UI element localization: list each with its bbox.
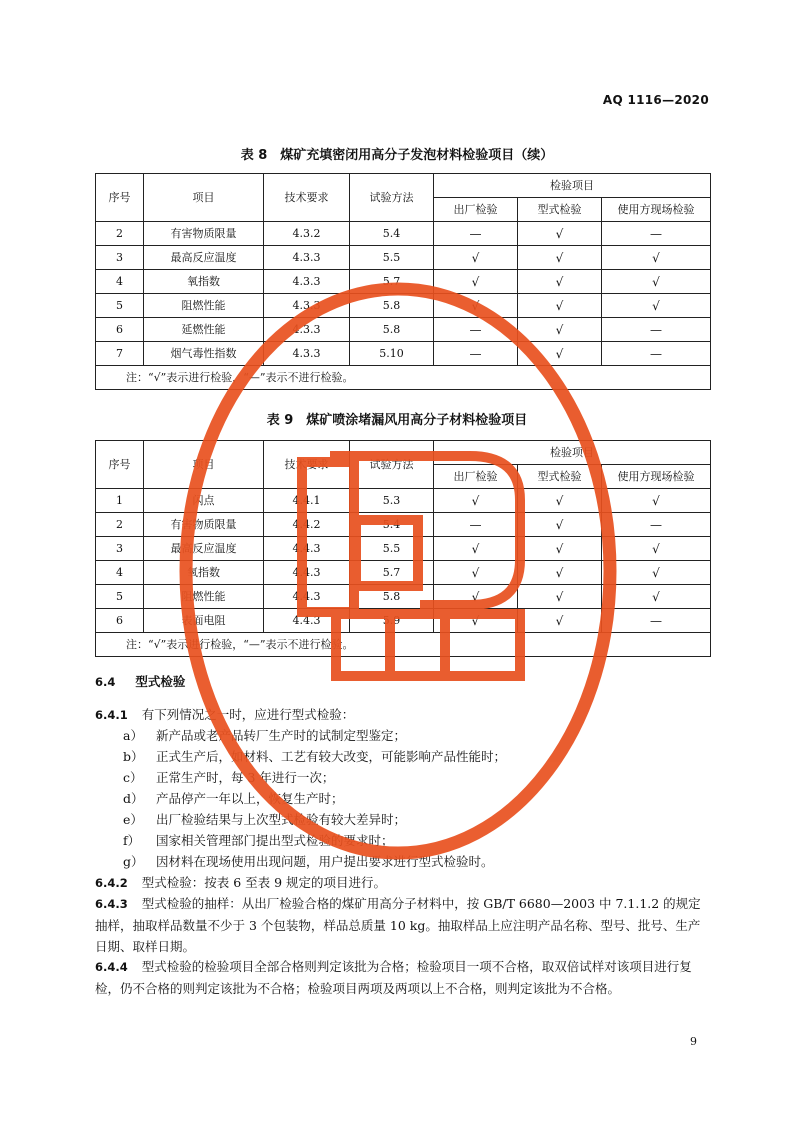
clause-text: 型式检验：按表 6 至表 9 规定的项目进行。 (141, 875, 387, 890)
cell-method: 5.5 (350, 537, 434, 561)
cell-type: √ (518, 489, 602, 513)
table-row (96, 561, 711, 585)
cell-factory: √ (434, 294, 518, 318)
table8-caption: 表 8 煤矿充填密闭用高分子发泡材料检验项目（续） (240, 148, 554, 163)
cell-item: 延燃性能 (144, 318, 264, 342)
list-item-label: e） (123, 812, 143, 827)
table9-note: 注：“√”表示进行检验，“—”表示不进行检验。 (96, 633, 711, 657)
header-req: 技术要求 (264, 174, 350, 222)
header-site: 使用方现场检验 (602, 465, 711, 489)
table-row (96, 342, 711, 366)
cell-item: 烟气毒性指数 (144, 342, 264, 366)
cell-type: √ (518, 294, 602, 318)
cell-method: 5.8 (350, 585, 434, 609)
cell-factory: √ (434, 561, 518, 585)
cell-site: √ (602, 489, 711, 513)
cell-item: 阻燃性能 (144, 294, 264, 318)
cell-type: √ (518, 222, 602, 246)
list-item-text: 出厂检验结果与上次型式检验有较大差异时； (156, 812, 407, 827)
cell-req: 4.3.3 (264, 342, 350, 366)
header-group: 检验项目 (434, 174, 711, 198)
cell-req: 4.4.2 (264, 513, 350, 537)
cell-type: √ (518, 246, 602, 270)
cell-item: 氧指数 (144, 561, 264, 585)
header-item: 项目 (144, 174, 264, 222)
list-item-text: 正常生产时，每 3 年进行一次； (156, 770, 335, 785)
cell-seq: 3 (96, 537, 144, 561)
cell-seq: 7 (96, 342, 144, 366)
cell-site: √ (602, 561, 711, 585)
cell-site: √ (602, 537, 711, 561)
clause-text: 型式检验的抽样：从出厂检验合格的煤矿用高分子材料中，按 GB/T 6680—2003 中 7.1.1.2 的规定抽样，抽取样品数量不少于 3 个包装物，样品总质量 10 kg。抽取样品上应注明产品名称、型号、批号、生产日期、取样日期。 (95, 896, 701, 954)
list-item (123, 851, 494, 872)
cell-type: √ (518, 561, 602, 585)
cell-method: 5.8 (350, 318, 434, 342)
cell-method: 5.4 (350, 513, 434, 537)
clause-number: 6.4.4 (95, 960, 128, 974)
cell-site: — (602, 609, 711, 633)
cell-type: √ (518, 342, 602, 366)
cell-factory: — (434, 222, 518, 246)
list-item (123, 725, 406, 746)
list-item-label: a） (123, 728, 143, 743)
section-heading (95, 671, 185, 693)
cell-site: √ (602, 270, 711, 294)
header-seq: 序号 (96, 174, 144, 222)
clause-number: 6.4.2 (95, 876, 128, 890)
table-row (96, 246, 711, 270)
cell-req: 4.4.3 (264, 585, 350, 609)
cell-type: √ (518, 609, 602, 633)
cell-seq: 6 (96, 609, 144, 633)
paragraph-6-4-3 (95, 893, 710, 957)
header-method: 试验方法 (350, 174, 434, 222)
cell-method: 5.3 (350, 489, 434, 513)
cell-req: 4.3.3 (264, 246, 350, 270)
table8 (95, 173, 711, 390)
header-site: 使用方现场检验 (602, 198, 711, 222)
table9 (95, 440, 711, 657)
cell-factory: √ (434, 609, 518, 633)
list-item-text: 新产品或老产品转厂生产时的试制定型鉴定； (156, 728, 407, 743)
header-item: 项目 (144, 441, 264, 489)
cell-item: 表面电阻 (144, 609, 264, 633)
list-item-label: g） (123, 854, 144, 869)
cell-item: 有害物质限量 (144, 513, 264, 537)
table-row (96, 318, 711, 342)
list-item (123, 788, 344, 809)
list-item (123, 809, 406, 830)
cell-seq: 5 (96, 294, 144, 318)
cell-type: √ (518, 270, 602, 294)
cell-item: 氧指数 (144, 270, 264, 294)
cell-req: 4.3.3 (264, 270, 350, 294)
cell-factory: — (434, 342, 518, 366)
clause-text: 有下列情况之一时，应进行型式检验： (141, 707, 355, 722)
cell-seq: 1 (96, 489, 144, 513)
cell-site: √ (602, 246, 711, 270)
table-row (96, 222, 711, 246)
cell-item: 有害物质限量 (144, 222, 264, 246)
cell-req: 4.4.3 (264, 537, 350, 561)
cell-factory: — (434, 513, 518, 537)
cell-method: 5.10 (350, 342, 434, 366)
cell-item: 最高反应温度 (144, 246, 264, 270)
list-item-label: d） (123, 791, 144, 806)
cell-item: 阻燃性能 (144, 585, 264, 609)
header-method: 试验方法 (350, 441, 434, 489)
cell-method: 5.5 (350, 246, 434, 270)
cell-item: 闪点 (144, 489, 264, 513)
cell-req: 4.4.3 (264, 561, 350, 585)
list-item-text: 产品停产一年以上，恢复生产时； (156, 791, 344, 806)
list-item-label: c） (123, 770, 143, 785)
table-row (96, 585, 711, 609)
cell-method: 5.7 (350, 561, 434, 585)
cell-factory: √ (434, 537, 518, 561)
cell-seq: 3 (96, 246, 144, 270)
cell-seq: 4 (96, 270, 144, 294)
cell-seq: 6 (96, 318, 144, 342)
cell-site: — (602, 513, 711, 537)
page-number: 9 (690, 1035, 697, 1048)
paragraph-6-4-4 (95, 956, 710, 999)
cell-req: 4.4.1 (264, 489, 350, 513)
cell-seq: 4 (96, 561, 144, 585)
clause-number: 6.4.1 (95, 708, 128, 722)
paragraph-6-4-1 (95, 704, 710, 726)
cell-type: √ (518, 537, 602, 561)
header-seq: 序号 (96, 441, 144, 489)
cell-item: 最高反应温度 (144, 537, 264, 561)
cell-seq: 2 (96, 513, 144, 537)
cell-method: 5.9 (350, 609, 434, 633)
clause-text: 型式检验的检验项目全部合格则判定该批为合格；检验项目一项不合格，取双倍试样对该项目进行复检，仍不合格的则判定该批为不合格；检验项目两项及两项以上不合格，则判定该批为不合格。 (95, 959, 692, 996)
list-item (123, 830, 394, 851)
cell-factory: — (434, 318, 518, 342)
cell-factory: √ (434, 489, 518, 513)
section-number: 6.4 (95, 675, 116, 689)
table-row (96, 537, 711, 561)
header-type: 型式检验 (518, 198, 602, 222)
list-item-text: 因材料在现场使用出现问题，用户提出要求进行型式检验时。 (156, 854, 494, 869)
list-item-label: f） (123, 833, 141, 848)
cell-seq: 5 (96, 585, 144, 609)
cell-site: — (602, 318, 711, 342)
table8-note: 注：“√”表示进行检验，“—”表示不进行检验。 (96, 366, 711, 390)
cell-method: 5.7 (350, 270, 434, 294)
cell-req: 4.3.3 (264, 294, 350, 318)
document-id: AQ 1116—2020 (602, 93, 709, 107)
cell-factory: √ (434, 246, 518, 270)
cell-method: 5.8 (350, 294, 434, 318)
cell-type: √ (518, 318, 602, 342)
cell-factory: √ (434, 270, 518, 294)
header-req: 技术要求 (264, 441, 350, 489)
table-row (96, 270, 711, 294)
list-item (123, 767, 334, 788)
header-group: 检验项目 (434, 441, 711, 465)
cell-site: — (602, 222, 711, 246)
header-type: 型式检验 (518, 465, 602, 489)
cell-req: 4.3.2 (264, 222, 350, 246)
table-row (96, 513, 711, 537)
header-factory: 出厂检验 (434, 465, 518, 489)
list-item-text: 国家相关管理部门提出型式检验的要求时； (156, 833, 394, 848)
table-row (96, 294, 711, 318)
cell-req: 4.4.3 (264, 609, 350, 633)
section-title: 型式检验 (135, 674, 186, 689)
list-item-label: b） (123, 749, 144, 764)
cell-method: 5.4 (350, 222, 434, 246)
table-row (96, 609, 711, 633)
cell-factory: √ (434, 585, 518, 609)
cell-type: √ (518, 585, 602, 609)
cell-site: √ (602, 585, 711, 609)
list-item (123, 746, 506, 767)
clause-number: 6.4.3 (95, 897, 128, 911)
table9-caption: 表 9 煤矿喷涂堵漏风用高分子材料检验项目 (266, 413, 528, 428)
cell-site: √ (602, 294, 711, 318)
cell-site: — (602, 342, 711, 366)
cell-req: 4.3.3 (264, 318, 350, 342)
cell-type: √ (518, 513, 602, 537)
cell-seq: 2 (96, 222, 144, 246)
list-item-text: 正式生产后，如材料、工艺有较大改变，可能影响产品性能时； (156, 749, 507, 764)
table-row (96, 489, 711, 513)
header-factory: 出厂检验 (434, 198, 518, 222)
paragraph-6-4-2 (95, 872, 710, 894)
